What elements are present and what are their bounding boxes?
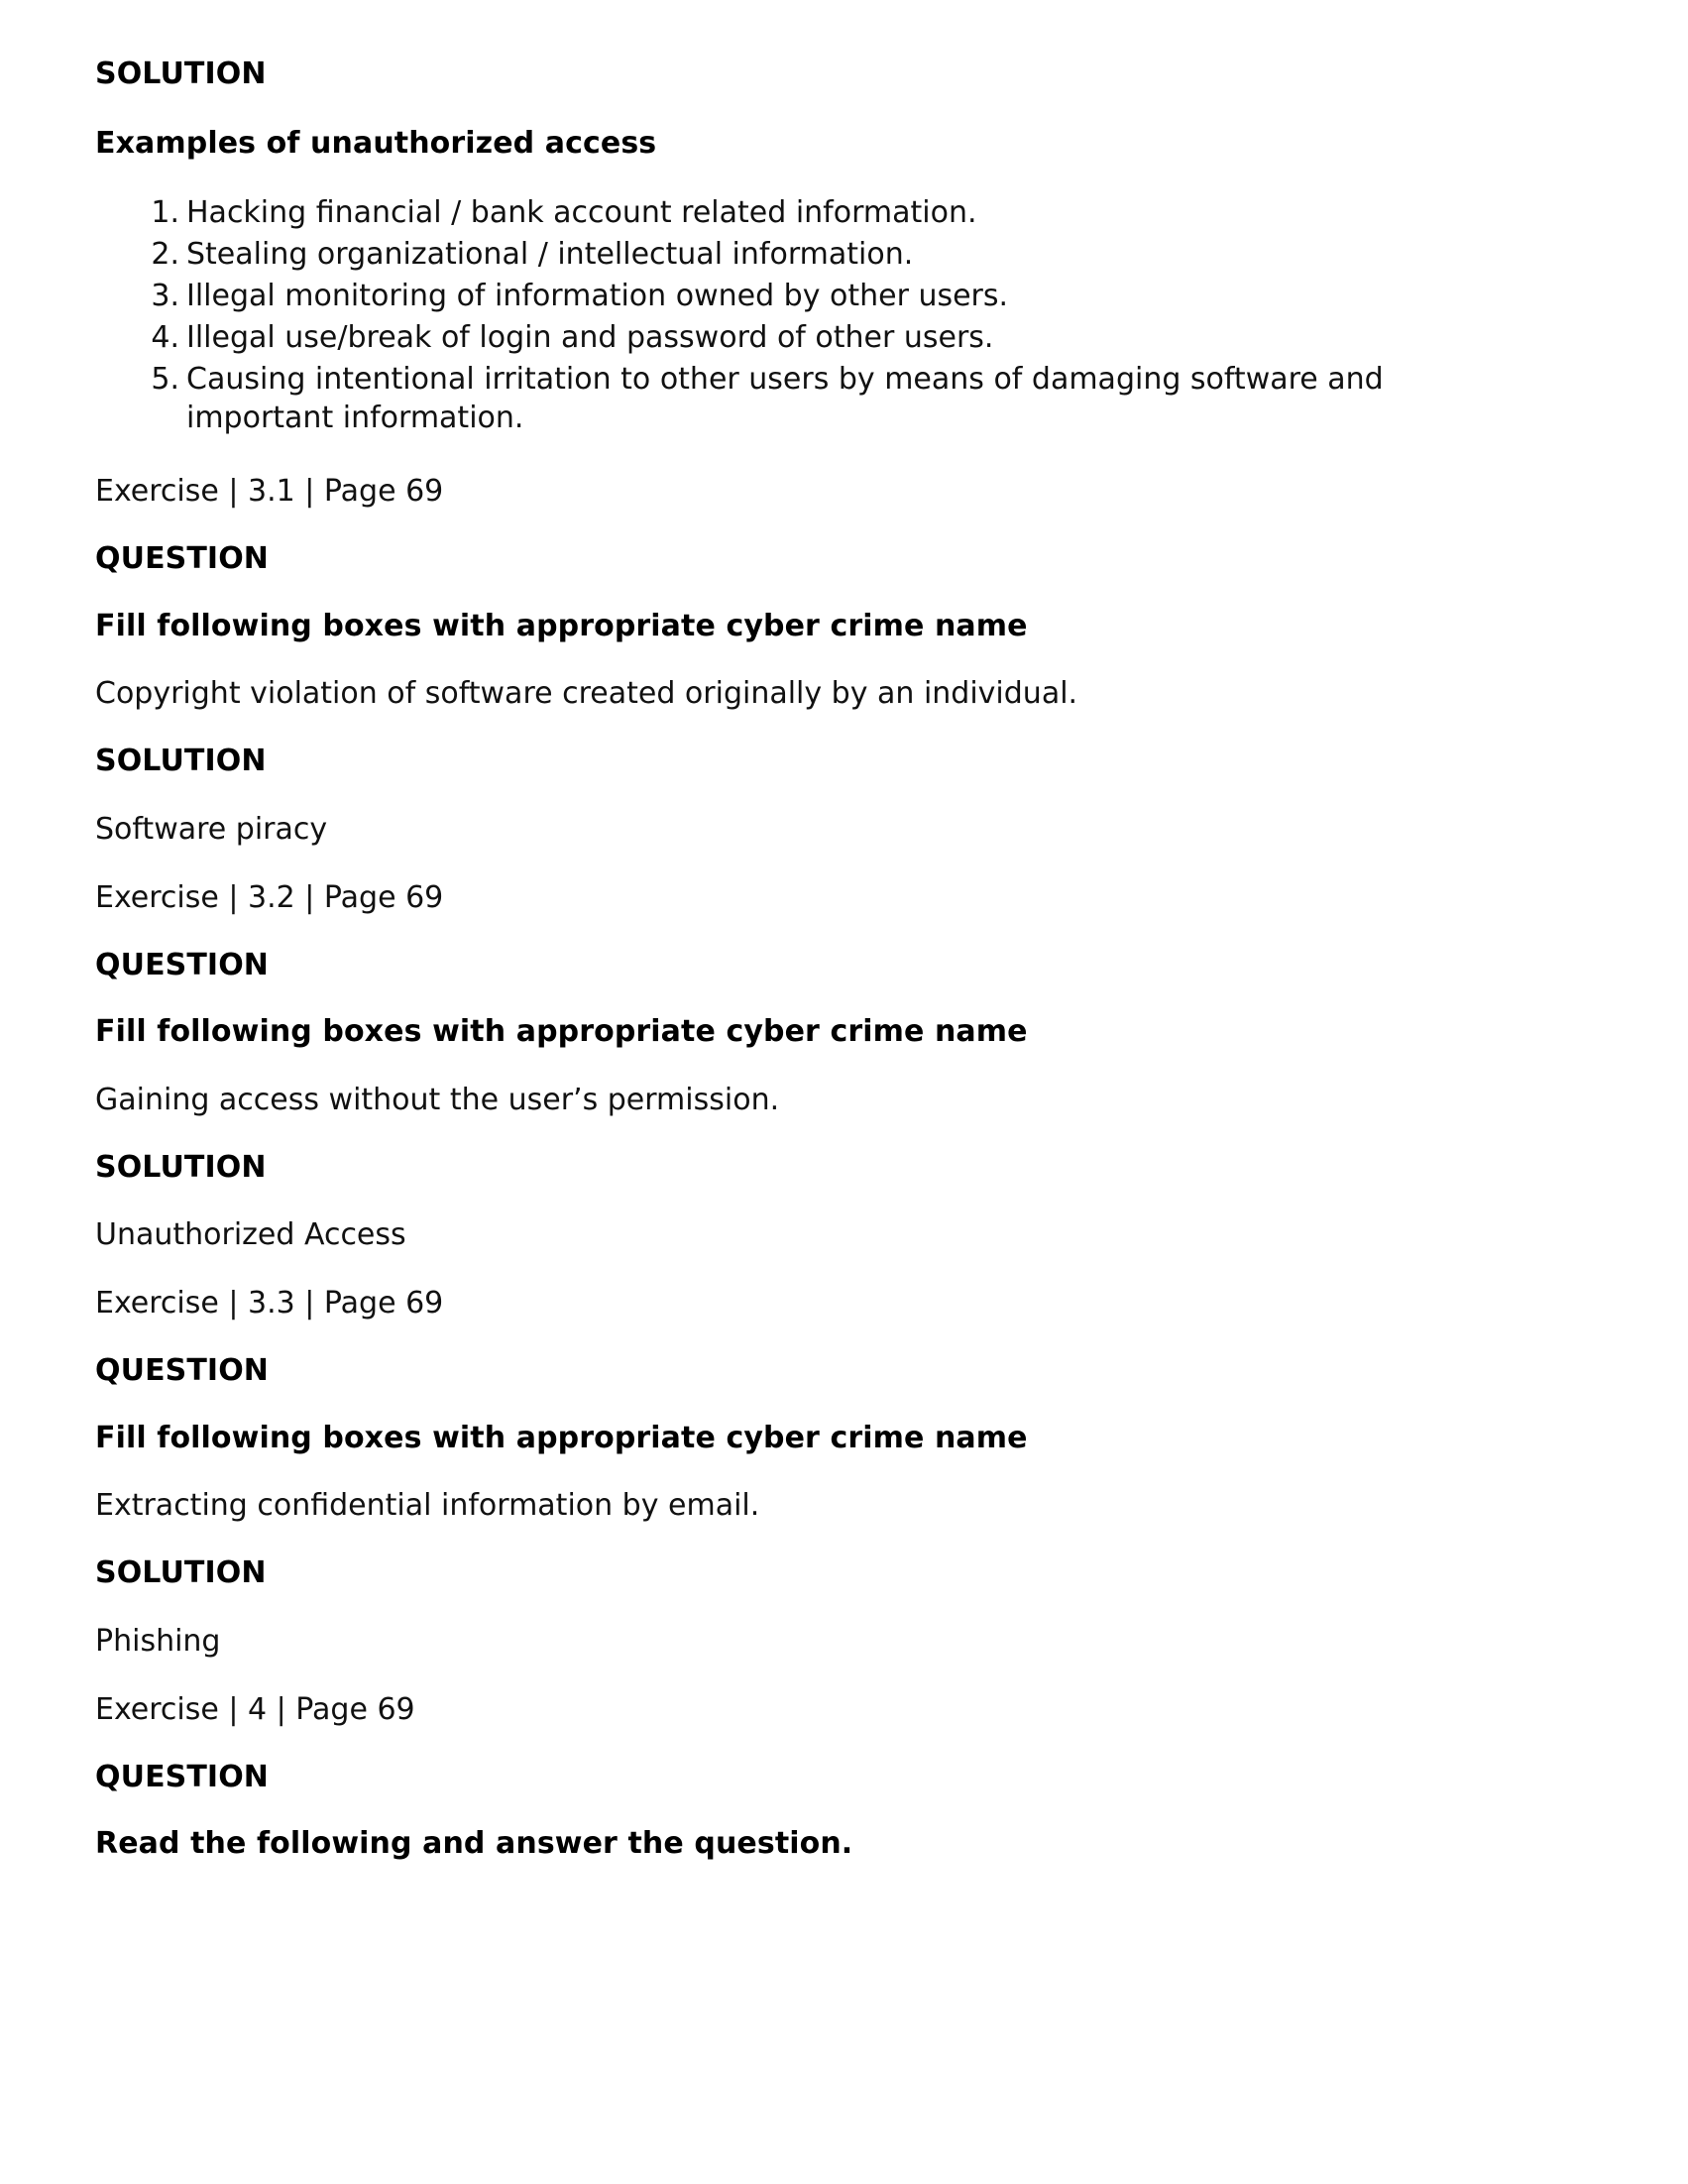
exercise-block-4: [95, 1690, 1527, 1863]
solution-answer: Phishing: [95, 1623, 221, 1659]
list-item: Causing intentional irritation to other users by means of damaging software and important information.: [186, 361, 1384, 436]
exercise-reference: Exercise | 4 | Page 69: [95, 1691, 415, 1727]
spacer: [95, 1390, 1527, 1420]
question-prompt: Read the following and answer the question.: [95, 1826, 853, 1862]
spacer: [95, 1661, 1527, 1690]
spacer: [95, 1254, 1527, 1284]
spacer: [95, 1456, 1527, 1486]
solution-label: SOLUTION: [95, 1149, 267, 1185]
solution-subheading: Examples of unauthorized access: [95, 125, 657, 161]
unauthorized-access-examples-list: [95, 193, 1498, 438]
list-item: Illegal monitoring of information owned by other users.: [186, 278, 1009, 313]
solution-label: SOLUTION: [95, 1555, 267, 1591]
spacer: [95, 780, 1527, 810]
list-item: Stealing organizational / intellectual information.: [186, 236, 914, 272]
spacer: [95, 93, 1527, 125]
solution-block-unauthorized-access: [95, 56, 1527, 438]
question-label: QUESTION: [95, 541, 269, 577]
solution-label: SOLUTION: [95, 744, 267, 779]
question-prompt: Fill following boxes with appropriate cyber crime name: [95, 1014, 1028, 1050]
spacer: [95, 1525, 1527, 1554]
solution-answer: Software piracy: [95, 811, 328, 847]
spacer: [95, 713, 1527, 743]
question-label: QUESTION: [95, 1353, 269, 1389]
document-content: [95, 56, 1527, 1863]
unauthorized-access-examples-list-wrap: [95, 193, 1498, 438]
spacer: [95, 440, 1527, 472]
spacer: [95, 578, 1527, 608]
spacer: [95, 1729, 1527, 1759]
question-body: Extracting confidential information by email.: [95, 1488, 760, 1524]
exercise-block-3-3: [95, 1284, 1527, 1661]
question-label: QUESTION: [95, 1759, 269, 1794]
exercise-block-3-1: [95, 472, 1527, 849]
question-prompt: Fill following boxes with appropriate cyber crime name: [95, 608, 1028, 643]
spacer: [95, 1592, 1527, 1622]
question-label: QUESTION: [95, 947, 269, 982]
spacer: [95, 1186, 1527, 1215]
spacer: [95, 644, 1527, 674]
exercise-reference: Exercise | 3.1 | Page 69: [95, 474, 444, 510]
exercise-reference: Exercise | 3.2 | Page 69: [95, 879, 444, 915]
spacer: [95, 917, 1527, 947]
list-item: Hacking financial / bank account related information.: [186, 195, 977, 230]
spacer: [95, 1119, 1527, 1149]
spacer: [95, 1051, 1527, 1081]
question-body: Gaining access without the user’s permission.: [95, 1082, 780, 1117]
exercise-reference: Exercise | 3.3 | Page 69: [95, 1286, 444, 1322]
solution-label: SOLUTION: [95, 57, 267, 91]
spacer: [95, 511, 1527, 540]
list-item: Illegal use/break of login and password of other users.: [186, 319, 994, 355]
spacer: [95, 162, 1527, 193]
exercise-block-3-2: [95, 878, 1527, 1255]
question-body: Copyright violation of software created originally by an individual.: [95, 676, 1078, 712]
spacer: [95, 983, 1527, 1013]
question-prompt: Fill following boxes with appropriate cyber crime name: [95, 1420, 1028, 1455]
solution-answer: Unauthorized Access: [95, 1217, 406, 1253]
spacer: [95, 1795, 1527, 1825]
spacer: [95, 849, 1527, 878]
spacer: [95, 1322, 1527, 1352]
